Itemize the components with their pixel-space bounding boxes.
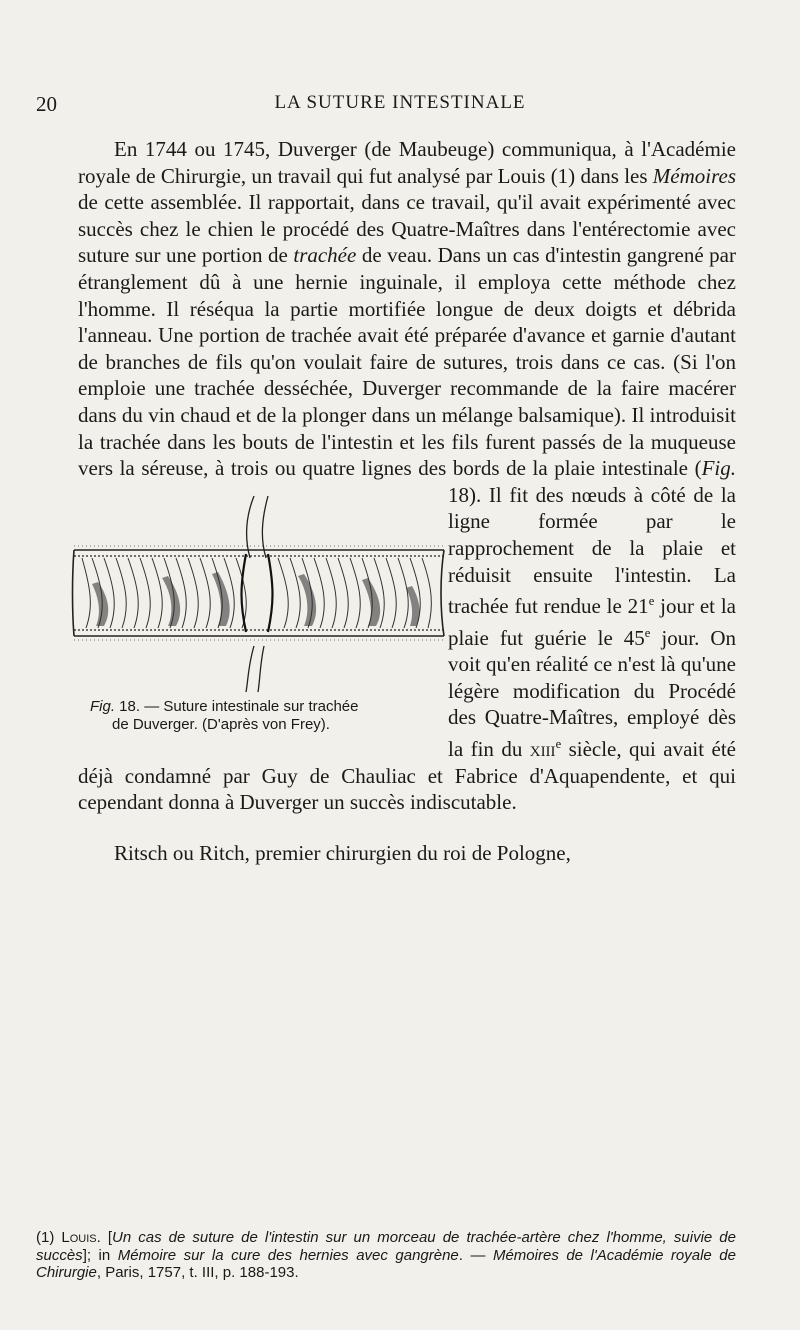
intestinal-suture-illustration (68, 486, 448, 696)
paragraph-ritsch: Ritsch ou Ritch, premier chirurgien du roi de Pologne, (114, 840, 571, 865)
page-number: 20 (36, 92, 57, 116)
main-text (78, 136, 736, 866)
figure-18 (54, 486, 434, 744)
footnote: (1) Louis. [Un cas de suture de l'intestin sur un morceau de trachée-artère chez l'homme, suivie de succès]; in Mémoire sur la cure des hernies avec gangrène. — Mémoires de l'Académie royale de Chirurgie, Paris, 1757, t. III, p. 188-193. (36, 1229, 736, 1281)
page-header (0, 92, 800, 122)
figure-caption: Fig. 18. — Suture intestinale sur trachée de Duverger. (D'après von Frey). (90, 697, 359, 733)
paragraph-duverger: En 1744 ou 1745, Duverger (de Maubeuge) communiqua, à l'Académie royale de Chirurgie, un travail qui fut analysé par Louis (1) dans les Mémoires de cette assemblée. Il rapportait, dans ce travail, qu'il avait expérimenté avec succès chez le chien le procédé des Quatre-Maîtres dans l'entérectomie avec suture sur une portion de trachée de veau. Dans un cas d'intestin gangrené par étranglement dû à une hernie inguinale, il employa cette méthode chez l'homme. Il réséqua la partie mortifiée longue de deux doigts et débrida l'anneau. Une portion de trachée avait été préparée d'avance et garnie d'autant de branches de fils qu'on voulait faire de sutures, trois dans ce cas. (Si l'on emploie une trachée desséchée, Duverger recommande de la faire macérer dans du vin chaud et de la plonger dans un mélange balsamique). Il introduisit la trachée dans les bouts de l'intestin et les fils furent passés de la muqueuse vers la séreuse, à trois ou quatre lignes des bords de la plaie intestinale (Fig. Fig. 18. — Suture intestinale sur trachée de Duverger. (D'après von Frey). 18). Il fit des nœuds à côté de la ligne formée par le rapprochement de la plaie et réduisit ensuite l'intestin. La trachée fut rendue le 21e jour et la plaie fut guérie le 45e jour. On voit qu'en réalité ce n'est là qu'une légère modification du Procédé des Quatre-Maîtres, employé dès la fin du xiii$^e$ siècle, qui avait été déjà condamné par Guy de Chauliac et Fabrice d'Aquapendente, et qui cependant donna à Duverger un succès indiscutable. (78, 136, 736, 816)
running-title: LA SUTURE INTESTINALE (274, 92, 526, 113)
